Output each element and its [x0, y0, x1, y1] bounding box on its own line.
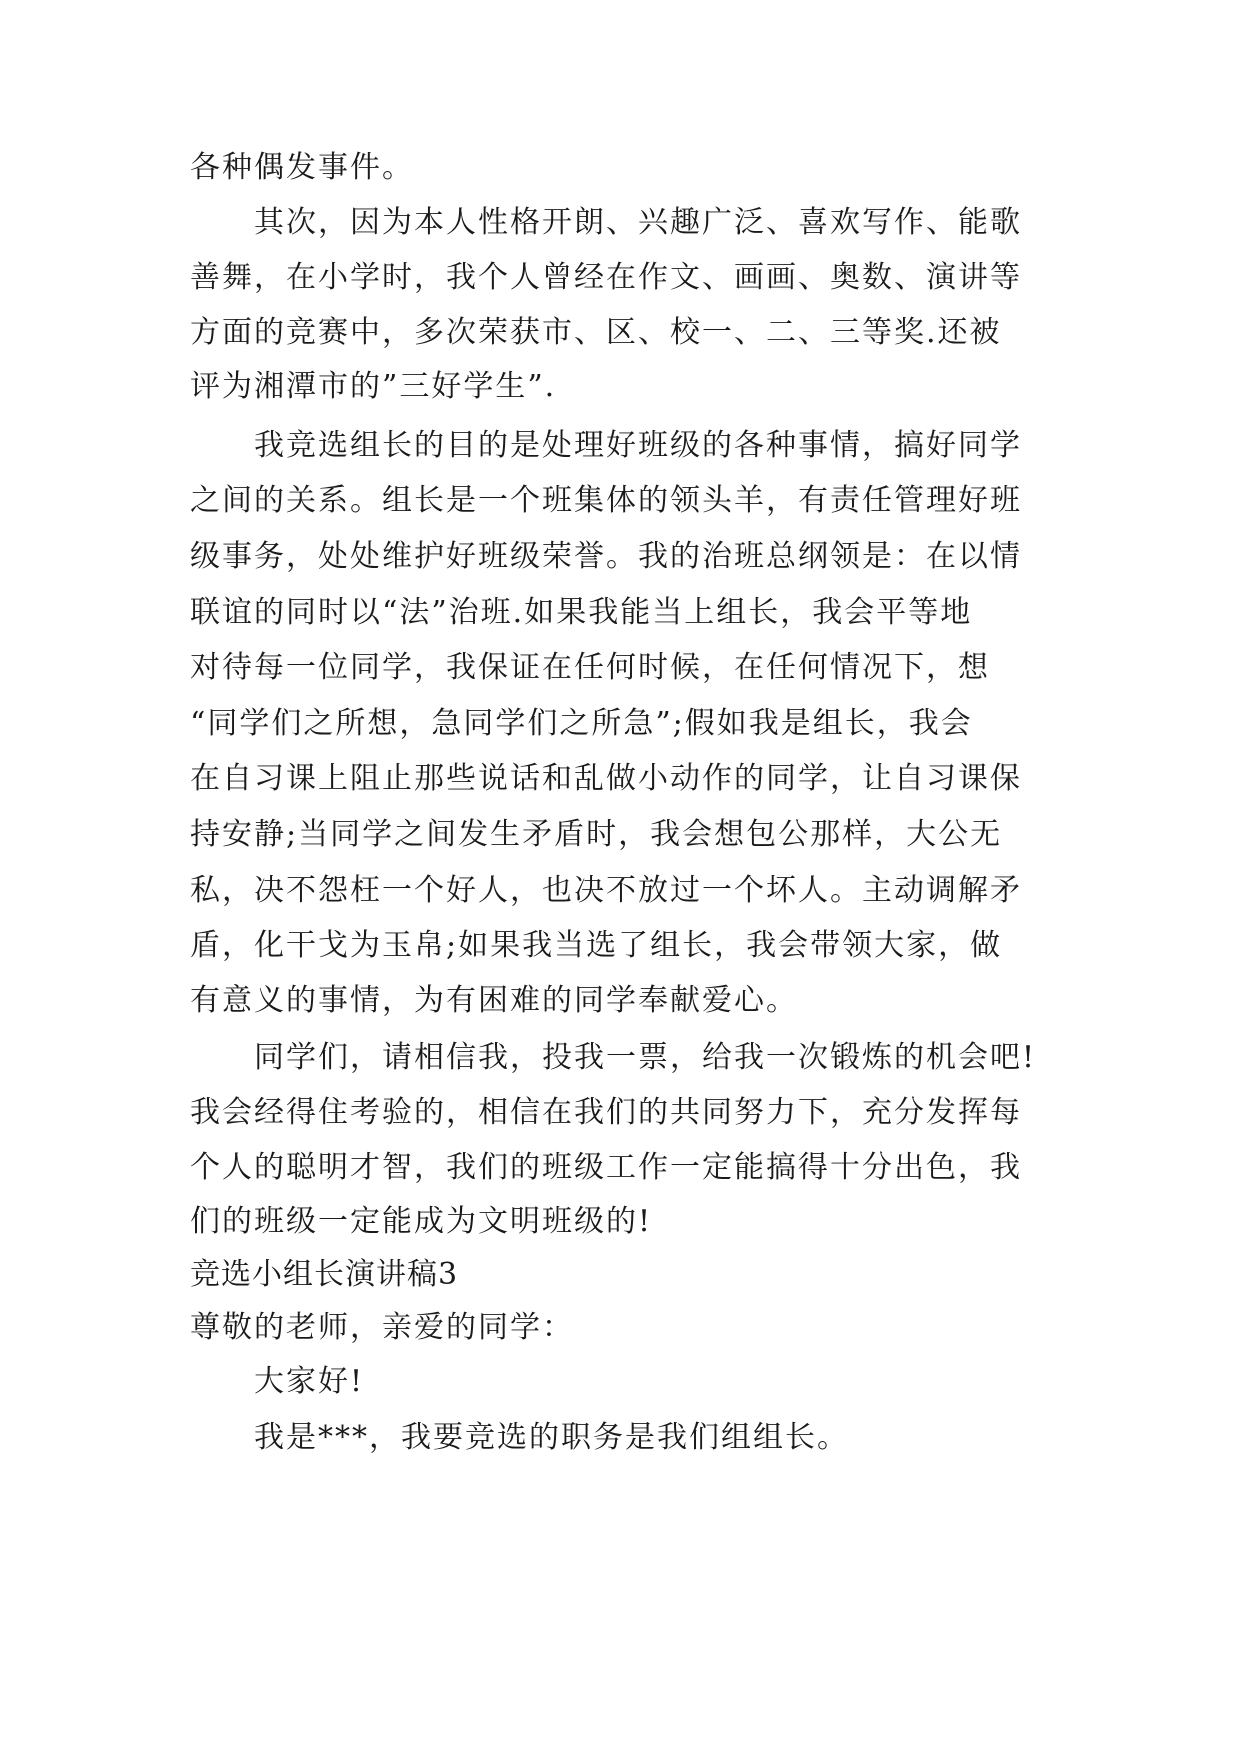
- paragraph-line: “同学们之所想，急同学们之所急”;假如我是组长，我会: [190, 706, 973, 741]
- paragraph-line: 有意义的事情，为有困难的同学奉献爱心。: [190, 983, 798, 1018]
- paragraph-line: 级事务，处处维护好班级荣誉。我的治班总纲领是：在以情: [190, 539, 1022, 574]
- paragraph-line: 我会经得住考验的，相信在我们的共同努力下，充分发挥每: [190, 1095, 1022, 1130]
- paragraph-line: 之间的关系。组长是一个班集体的领头羊，有责任管理好班: [190, 483, 1022, 518]
- paragraph-line: 私，决不怨枉一个好人，也决不放过一个坏人。主动调解矛: [190, 873, 1022, 908]
- paragraph-line: 在自习课上阻止那些说话和乱做小动作的同学，让自习课保: [190, 761, 1022, 796]
- paragraph-line: 评为湘潭市的”三好学生”.: [190, 369, 557, 404]
- paragraph-line: 盾，化干戈为玉帛;如果我当选了组长，我会带领大家，做: [190, 928, 1003, 963]
- paragraph-line: 其次，因为本人性格开朗、兴趣广泛、喜欢写作、能歌: [254, 205, 1022, 240]
- salutation: 尊敬的老师，亲爱的同学：: [190, 1310, 574, 1345]
- paragraph-line: 对待每一位同学，我保证在任何时候，在任何情况下，想: [190, 650, 990, 685]
- paragraph-line: 各种偶发事件。: [190, 150, 414, 185]
- greeting: 大家好!: [254, 1364, 365, 1399]
- paragraph-line: 善舞，在小学时，我个人曾经在作文、画画、奥数、演讲等: [190, 260, 1022, 295]
- paragraph-line: 个人的聪明才智，我们的班级工作一定能搞得十分出色，我: [190, 1150, 1022, 1185]
- paragraph-line: 们的班级一定能成为文明班级的!: [190, 1204, 653, 1239]
- section-title: 竞选小组长演讲稿3: [190, 1257, 459, 1292]
- paragraph-line: 我竞选组长的目的是处理好班级的各种事情，搞好同学: [254, 428, 1022, 463]
- paragraph-line: 持安静;当同学之间发生矛盾时，我会想包公那样，大公无: [190, 817, 1003, 852]
- paragraph-line: 同学们，请相信我，投我一票，给我一次锻炼的机会吧!: [254, 1040, 1037, 1075]
- intro-line: 我是***，我要竞选的职务是我们组组长。: [254, 1420, 849, 1455]
- paragraph-line: 联谊的同时以“法”治班.如果我能当上组长，我会平等地: [190, 595, 973, 630]
- paragraph-line: 方面的竞赛中，多次荣获市、区、校一、二、三等奖.还被: [190, 315, 1002, 350]
